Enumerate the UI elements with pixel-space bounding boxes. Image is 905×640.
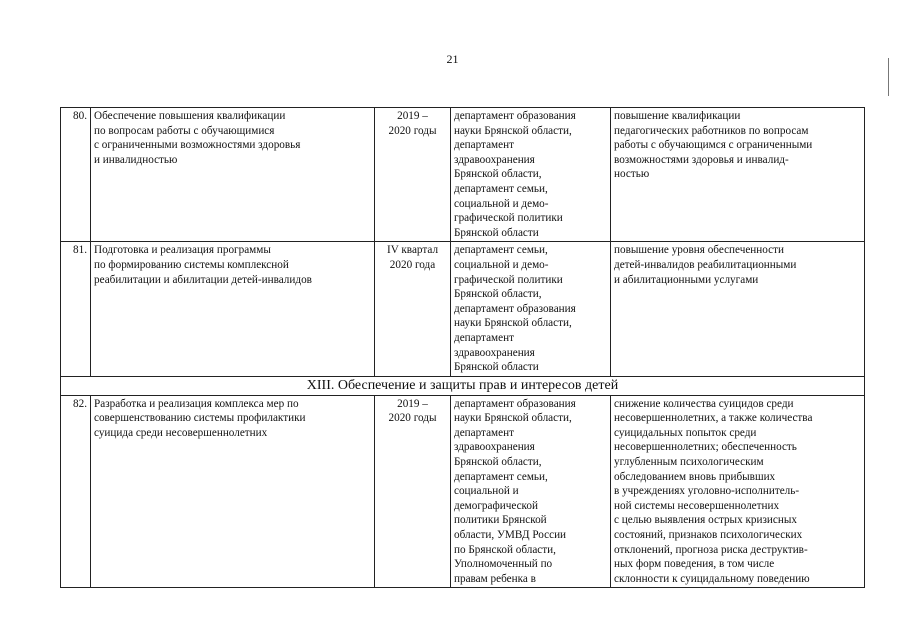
action-plan-table — [60, 107, 865, 588]
activity-cell: Разработка и реализация комплекса мер по совершенствованию системы профилактики суицида среди несовершеннолетних — [91, 395, 375, 588]
section-title: XIII. Обеспечение и защиты прав и интересов детей — [61, 376, 865, 395]
activity-cell: Обеспечение повышения квалификации по вопросам работы с обучающимися с ограниченными возможностями здоровья и инвалидностью — [91, 108, 375, 242]
row-number: 81. — [61, 242, 91, 376]
activity-cell: Подготовка и реализация программы по формированию системы комплексной реабилитации и абилитации детей-инвалидов — [91, 242, 375, 376]
result-cell: повышение уровня обеспеченности детей-инвалидов реабилитационными и абилитационными услугами — [611, 242, 865, 376]
page-number: 21 — [446, 52, 459, 66]
margin-mark — [888, 58, 889, 96]
table-row — [61, 395, 865, 588]
table-row — [61, 108, 865, 242]
executors-cell: департамент образования науки Брянской области, департамент здравоохранения Брянской области, департамент семьи, социальной и демо- графической политики Брянской области — [451, 108, 611, 242]
row-number: 80. — [61, 108, 91, 242]
result-cell: снижение количества суицидов среди несовершеннолетних, а также количества суицидальных попыток среди несовершеннолетних; обеспеченность углубленным психологическим обследованием вновь прибывших в учреждениях уголовно-исполнитель- ной системы несовершеннолетних с целью выявления острых кризисных состояний, признаков психологических отклонений, прогноза риска деструктив- ных форм поведения, в том числе склонности к суицидальному поведению — [611, 395, 865, 588]
period-cell: IV квартал 2020 года — [375, 242, 451, 376]
result-cell: повышение квалификации педагогических работников по вопросам работы с обучающимся с ограниченными возможностями здоровья и инвалид- ностью — [611, 108, 865, 242]
executors-cell: департамент образования науки Брянской области, департамент здравоохранения Брянской области, департамент семьи, социальной и демографической политики Брянской области, УМВД России по Брянской области, Уполномоченный по правам ребенка в — [451, 395, 611, 588]
row-number: 82. — [61, 395, 91, 588]
period-cell: 2019 – 2020 годы — [375, 108, 451, 242]
executors-cell: департамент семьи, социальной и демо- графической политики Брянской области, департамент образования науки Брянской области, департамент здравоохранения Брянской области — [451, 242, 611, 376]
section-row — [61, 376, 865, 395]
table-row — [61, 242, 865, 376]
period-cell: 2019 – 2020 годы — [375, 395, 451, 588]
